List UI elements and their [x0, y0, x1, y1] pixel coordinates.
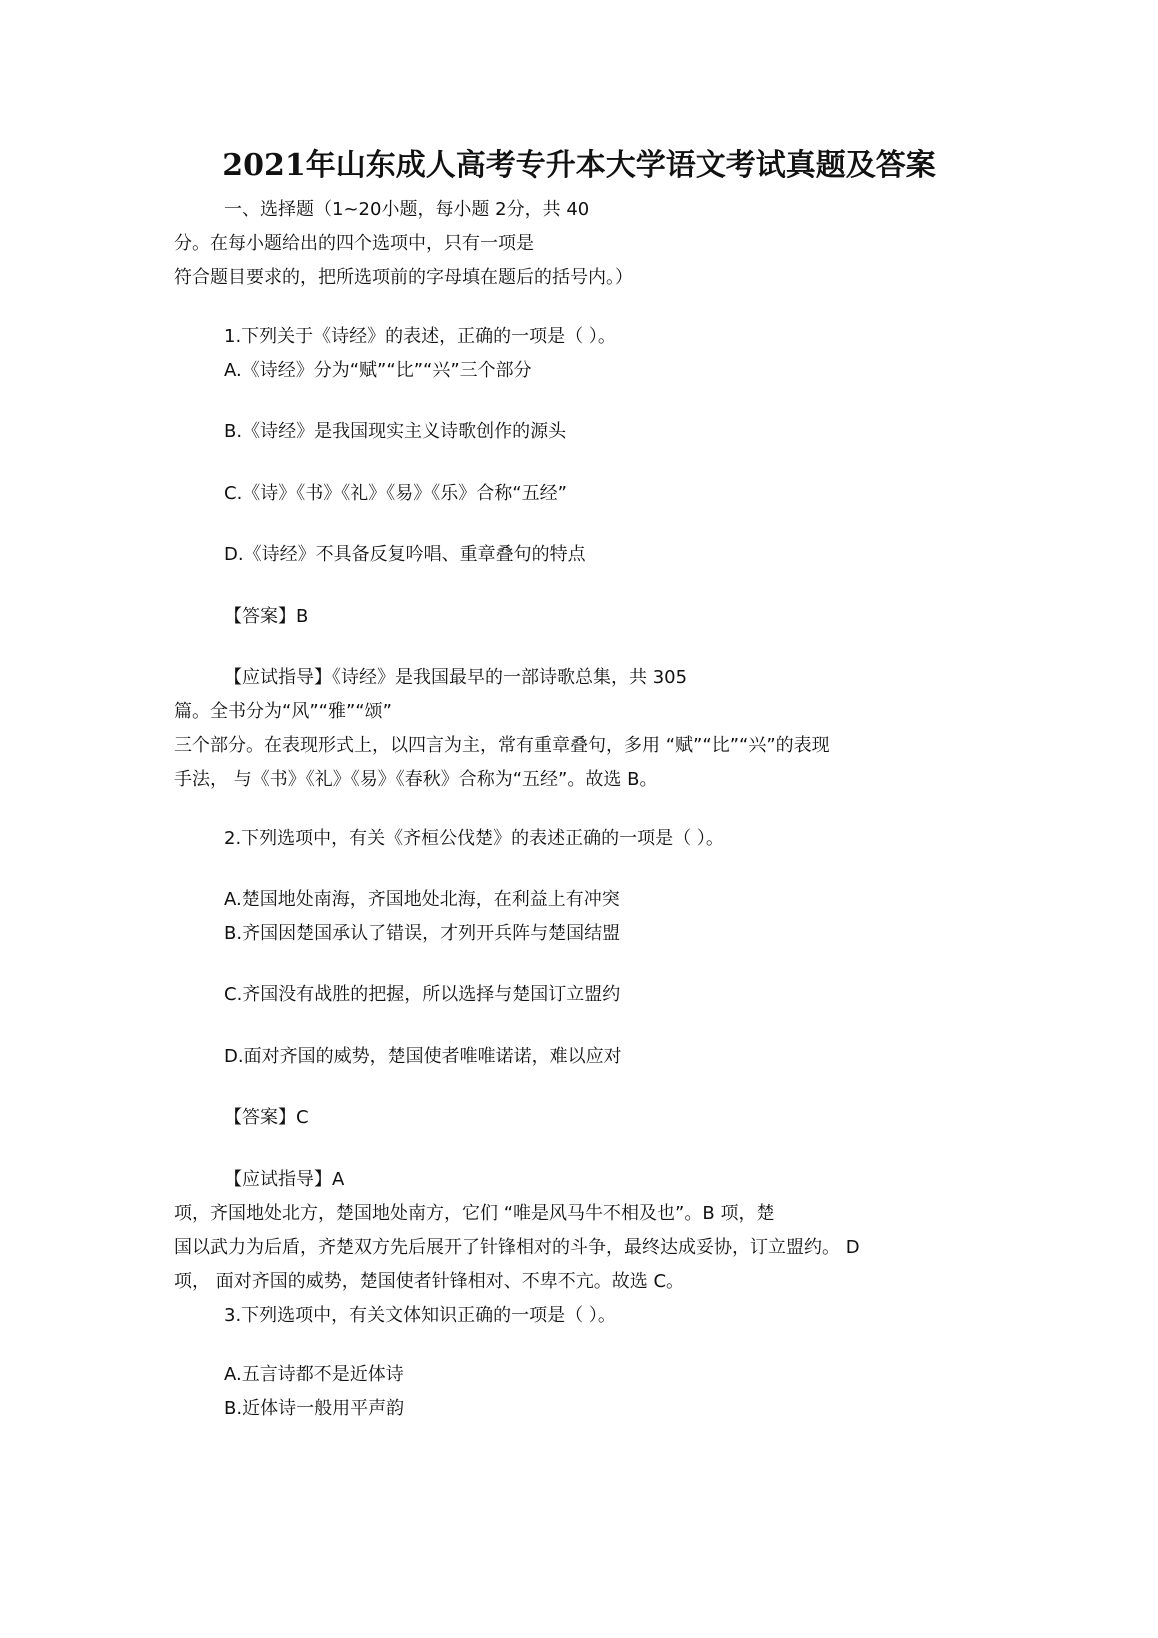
question-1-option-a: A.《诗经》分为“赋”“比”“兴”三个部分 — [224, 360, 532, 381]
question-1-option-d: D.《诗经》不具备反复吟唱、重章叠句的特点 — [224, 544, 586, 565]
question-2-option-c: C.齐国没有战胜的把握，所以选择与楚国订立盟约 — [224, 984, 621, 1005]
question-1-guide-line: 篇。全书分为“风”“雅”“颂” — [174, 701, 392, 722]
question-2-stem: 2.下列选项中，有关《齐桓公伐楚》的表述正确的一项是（ ）。 — [224, 828, 724, 849]
question-2-guide-line: 项， 面对齐国的威势，楚国使者针锋相对、不卑不亢。故选 C。 — [174, 1271, 685, 1292]
question-2-option-b: B.齐国因楚国承认了错误，才列开兵阵与楚国结盟 — [224, 923, 621, 944]
question-3-stem: 3.下列选项中，有关文体知识正确的一项是（ ）。 — [224, 1305, 616, 1326]
question-1-option-c: C.《诗》《书》《礼》《易》《乐》合称“五经” — [224, 483, 567, 504]
section-instruction-line: 符合题目要求的，把所选项前的字母填在题后的括号内。） — [174, 267, 633, 288]
question-2-guide-line: 国以武力为后盾，齐楚双方先后展开了针锋相对的斗争，最终达成妥协，订立盟约。 D — [174, 1237, 860, 1258]
question-2-option-d: D.面对齐国的威势，楚国使者唯唯诺诺，难以应对 — [224, 1046, 622, 1067]
question-2-guide-line: 【应试指导】A — [224, 1169, 345, 1190]
section-heading: 一、选择题（1~20小题，每小题 2分，共 40 — [224, 199, 590, 220]
page-title: 2021年山东成人高考专升本大学语文考试真题及答案 — [222, 148, 936, 183]
section-instruction-line: 分。在每小题给出的四个选项中，只有一项是 — [174, 233, 534, 254]
question-1-guide-line: 【应试指导】《诗经》是我国最早的一部诗歌总集，共 305 — [224, 667, 688, 688]
question-3-option-a: A.五言诗都不是近体诗 — [224, 1364, 404, 1385]
question-1-guide-line: 手法， 与《书》《礼》《易》《春秋》合称为“五经”。故选 B。 — [174, 769, 658, 790]
question-2-answer: 【答案】C — [224, 1107, 309, 1128]
question-3-option-b: B.近体诗一般用平声韵 — [224, 1398, 405, 1419]
question-1-stem: 1.下列关于《诗经》的表述，正确的一项是（ ）。 — [224, 326, 616, 347]
question-2-guide-line: 项，齐国地处北方，楚国地处南方，它们 “唯是风马牛不相及也”。B 项，楚 — [174, 1203, 775, 1224]
question-1-answer: 【答案】B — [224, 606, 309, 627]
question-2-option-a: A.楚国地处南海，齐国地处北海，在利益上有冲突 — [224, 889, 620, 910]
question-1-option-b: B.《诗经》是我国现实主义诗歌创作的源头 — [224, 421, 567, 442]
question-1-guide-line: 三个部分。在表现形式上，以四言为主，常有重章叠句，多用 “赋”“比”“兴”的表现 — [174, 735, 830, 756]
